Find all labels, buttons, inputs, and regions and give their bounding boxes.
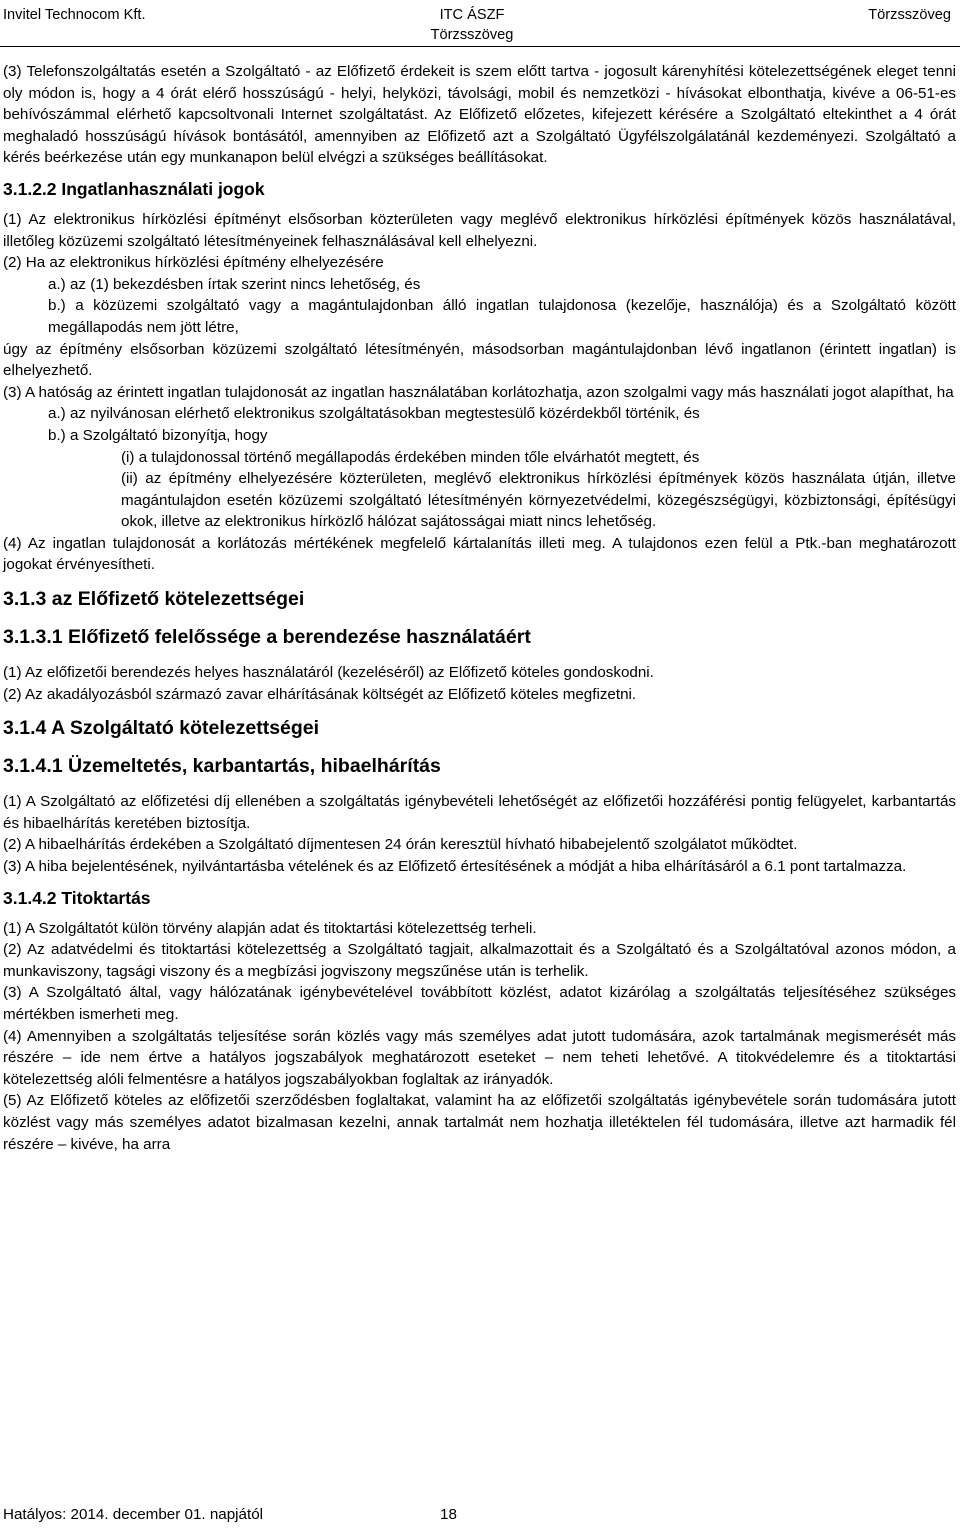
paragraph-3-1-2-2-4: (4) Az ingatlan tulajdonosát a korlátozás mértékének megfelelő kártalanítás illeti meg. A tulajdonos ezen felül a Ptk.-ban meghatározott jogokat érvényesítheti. (3, 534, 956, 574)
page-number: 18 (440, 1506, 457, 1523)
header-divider (0, 46, 960, 47)
paragraph-3-1-4-1-1: (1) A Szolgáltató az előfizetési díj ellenében a szolgáltatás igénybevételi lehetőségét az előfizetői hozzáférési pontig felügyelet, karbantartás és hibaelhárítás keretében biztosítja. (3, 793, 956, 832)
list-item-3-1-2-2-3b: b.) a Szolgáltató bizonyítja, hogy (48, 426, 268, 444)
document-body (3, 61, 956, 1155)
heading-3-1-3: 3.1.3 az Előfizető kötelezettségei (3, 588, 305, 611)
paragraph-3-1-4-1-3: (3) A hiba bejelentésének, nyilvántartásba vételének és az Előfizető értesítésének a módját a hiba elhárításáról a 6.1 pont tartalmazza. (3, 858, 907, 876)
list-item-3-1-2-2-3b-ii: (ii) az építmény elhelyezésére közterületen, meglévő elektronikus hírközlési építmények közös használata útján, illetve magántulajdon esetén közüzemi szolgáltató létesítményén környezetvédelmi, közegészségügyi, közbiztonsági, építésügyi okok, illetve az elektronikus hírközlő hálózat sajátosságai miatt nincs lehetőség. (121, 470, 956, 531)
footer-effective-date: Hatályos: 2014. december 01. napjától (3, 1506, 264, 1523)
heading-3-1-2-2: 3.1.2.2 Ingatlanhasználati jogok (3, 178, 265, 199)
header-doc-type-center: Törzsszöveg (430, 27, 514, 43)
heading-3-1-4-1: 3.1.4.1 Üzemeltetés, karbantartás, hibaelhárítás (3, 755, 441, 778)
paragraph-3-1-2-2-2c: úgy az építmény elsősorban közüzemi szolgáltató létesítményén, másodsorban magántulajdonban lévő ingatlanon (érintett ingatlan) is elhelyezhető. (3, 340, 956, 380)
paragraph-3-1-4-2-1: (1) A Szolgáltatót külön törvény alapján adat és titoktartási kötelezettség terheli. (3, 919, 537, 937)
heading-3-1-4-2: 3.1.4.2 Titoktartás (3, 887, 151, 908)
paragraph-3-1-3-1-2: (2) Az akadályozásból származó zavar elhárításának költségét az Előfizető köteles megfizetni. (3, 685, 637, 703)
paragraph-3-1-4-1-2: (2) A hibaelhárítás érdekében a Szolgáltató díjmentesen 24 órán keresztül hívható hibabejelentő szolgálatot működtet. (3, 836, 798, 854)
header-doc-type-right: Törzsszöveg (868, 7, 951, 23)
header-company: Invitel Technocom Kft. (3, 7, 146, 23)
list-item-3-1-2-2-3b-i: (i) a tulajdonossal történő megállapodás érdekében minden tőle elvárhatót megtett, és (121, 448, 700, 466)
heading-3-1-4: 3.1.4 A Szolgáltató kötelezettségei (3, 717, 320, 740)
paragraph-3-1-4-2-5: (5) Az Előfizető köteles az előfizetői szerződésben foglaltakat, valamint ha az előfizetői szolgáltatás igénybevétele során tudomására jutott közlést vagy más személyes adatot bizalmasan kezelni, annak tartalmát nem hozhatja illetéktelen fél tudomására, illetve azt harmadik fél részére – kivéve, ha arra (3, 1092, 956, 1153)
paragraph-3-1-4-2-2: (2) Az adatvédelmi és titoktartási kötelezettség a Szolgáltató tagjait, alkalmazottait és a Szolgáltató és a Szolgáltatóval azonos módon, a munkaviszony, tagsági viszony és a megbízási jogviszony megszűnése után is terhelik. (3, 941, 956, 980)
paragraph-3-1-4-2-3: (3) A Szolgáltató által, vagy hálózatának igénybevételével továbbított közlést, adatot kizárólag a szolgáltatás teljesítéséhez szükséges mértékben ismerheti meg. (3, 984, 956, 1023)
header-doc-code-block (418, 5, 526, 45)
list-item-3-1-2-2-2b: b.) a közüzemi szolgáltató vagy a magántulajdonban álló ingatlan tulajdonosa (kezelője, használója) és a Szolgáltató között megállapodás nem jött létre, (48, 297, 956, 336)
list-item-3-1-2-2-3a: a.) az nyilvánosan elérhető elektronikus szolgáltatásokban megtestesülő közérdekből történik, és (48, 405, 700, 423)
paragraph-3-1-3-1-1: (1) Az előfizetői berendezés helyes használatáról (kezeléséről) az Előfizető köteles gondoskodni. (3, 664, 654, 682)
paragraph-3-1-2-2-1: (1) Az elektronikus hírközlési építményt elsősorban közterületen vagy meglévő elektronikus hírközlési építmények közös használatával, illetőleg közüzemi szolgáltató létesítményeinek felhasználásával kell elhelyezni. (3, 210, 956, 250)
paragraph-3-1-4-2-4: (4) Amennyiben a szolgáltatás teljesítése során közlés vagy más személyes adat jutott tudomására, azok tartalmának megismerését más részére – ide nem értve a hatályos jogszabályok meghatározott eseteket – nem teheti lehetővé. A titokvédelemre és a titoktartási kötelezettség alóli felmentésre a hatályos jogszabályokban foglaltak az irányadók. (3, 1027, 956, 1088)
paragraph-telefon-karenyhites: (3) Telefonszolgáltatás esetén a Szolgáltató - az Előfizető érdekeit is szem előtt tartva - jogosult kárenyhítési kötelezettségének eleget tenni oly módon is, hogy a 4 órát elérő hosszúságú - helyi, helyközi, távolsági, mobil és nemzetközi - hívásokat elbonthatja, kivéve a 06-51-es behívószámmal elérhető kapcsoltvonali Internet szolgáltatást. Az Előfizető előzetes, kifejezett kérésére a Szolgáltató eltekinthet a 4 órát meghaladó hosszúságú hívások bontásától, amennyiben az Előfizető azt a Szolgáltató Ügyfélszolgálatánál kezdeményezi. Szolgáltató a kérés beérkezése után egy munkanapon belül elvégzi a szükséges beállításokat. (3, 63, 956, 167)
heading-3-1-3-1: 3.1.3.1 Előfizető felelőssége a berendezése használatáért (3, 626, 531, 649)
paragraph-3-1-2-2-2: (2) Ha az elektronikus hírközlési építmény elhelyezésére (3, 254, 384, 272)
paragraph-3-1-2-2-3: (3) A hatóság az érintett ingatlan tulajdonosát az ingatlan használatában korlátozhatja, azon szolgalmi vagy más használati jogot alapíthat, ha (3, 383, 954, 401)
list-item-3-1-2-2-2a: a.) az (1) bekezdésben írtak szerint nincs lehetőség, és (48, 275, 421, 293)
page-footer (3, 1505, 457, 1525)
page-header (0, 0, 960, 48)
header-doc-code: ITC ÁSZF (439, 7, 505, 23)
